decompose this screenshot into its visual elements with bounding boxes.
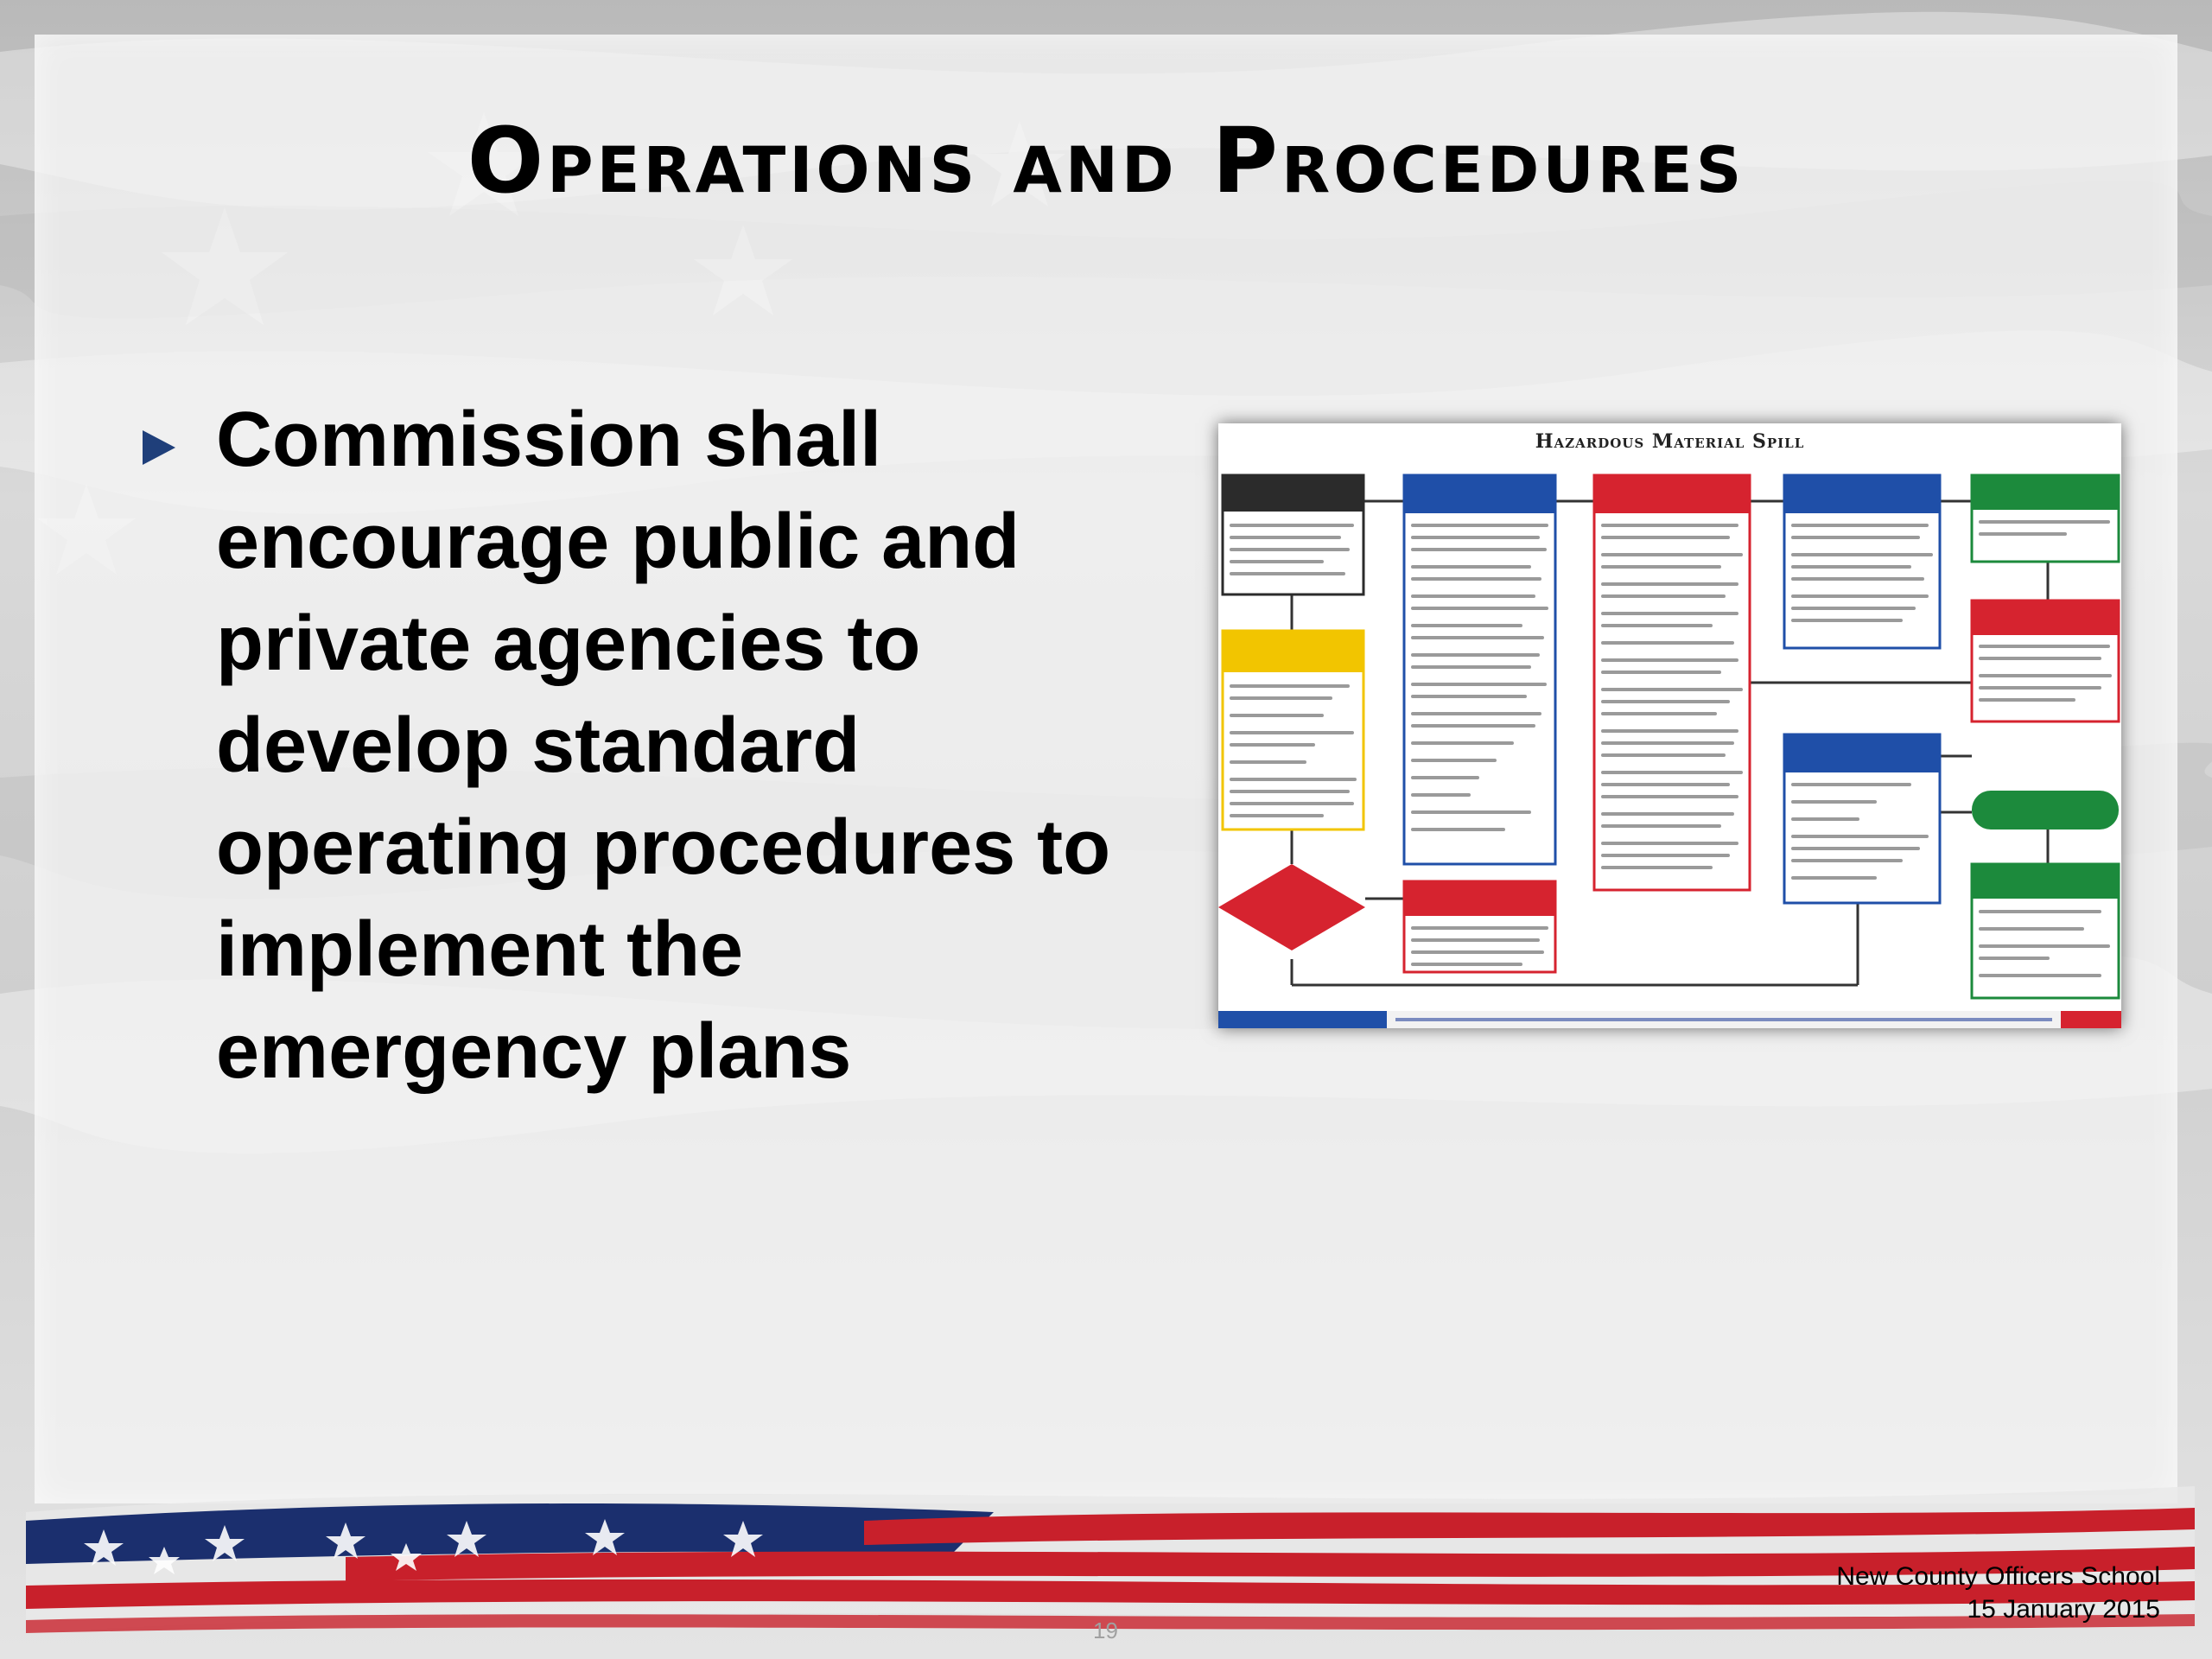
flowchart-footer-bar — [1218, 1011, 2121, 1028]
flowchart-graphic — [1218, 423, 2121, 1028]
box-response-2 — [1972, 601, 2119, 721]
decision-diamond — [1218, 864, 1365, 950]
box-detection-discovery — [1223, 475, 1363, 594]
flowchart-title: Hazardous Material Spill — [1535, 430, 1805, 453]
bullet-text: Commission shall encourage public and private agencies to develop standard operating procedures to implement the emergency plans — [216, 397, 1111, 1095]
box-alerting-warning-1 — [1404, 475, 1555, 864]
box-recovery-2 — [1972, 864, 2119, 998]
bullet-arrow-icon — [143, 430, 175, 465]
box-situation-analysis — [1223, 631, 1363, 830]
box-recovery-1 — [1972, 475, 2119, 562]
hazmat-flowchart-image — [1218, 423, 2121, 1028]
footer-organization: New County Officers School — [1836, 1562, 2160, 1591]
box-incident-termination — [1972, 791, 2119, 830]
slide-title: Operations and Procedures — [467, 108, 1745, 213]
page-number: 19 — [1093, 1618, 1118, 1643]
footer-date: 15 January 2015 — [1967, 1595, 2160, 1624]
slide-footer — [1836, 1560, 2160, 1626]
